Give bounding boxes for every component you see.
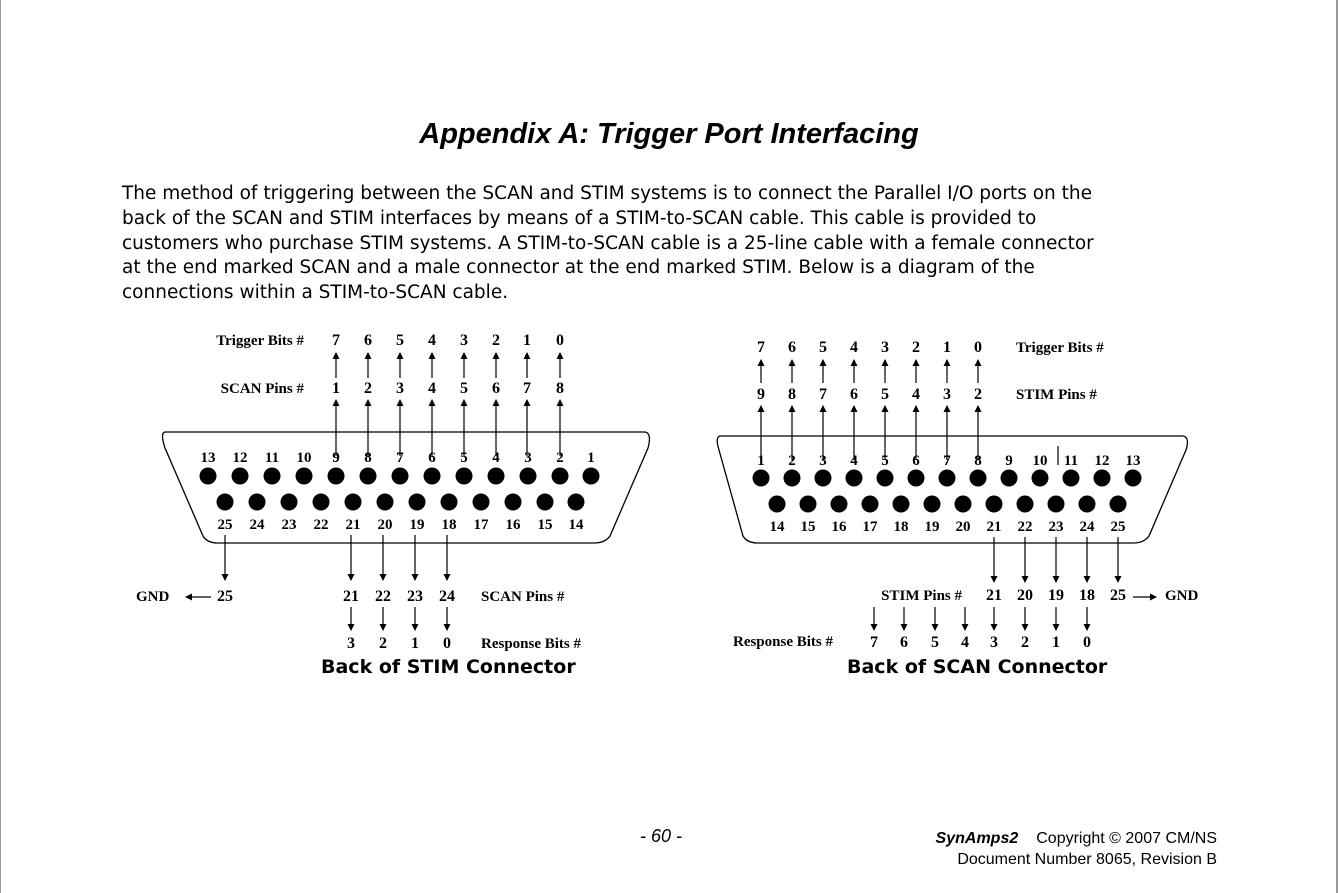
stim-bottom-pin-label: 14 [568,517,584,533]
scan-stim-pin-bottom: 25 [1110,587,1126,604]
stim-scan-pin-top: 3 [396,380,404,397]
stim-pin [217,494,234,511]
scan-trigger-bit: 0 [974,339,982,356]
stim-scan-pin-bottom: 23 [407,588,423,605]
stim-top-pin-label: 3 [524,450,532,466]
stim-pin [249,494,266,511]
stim-bottom-pin-label: 19 [409,517,425,533]
stim-pin [441,494,458,511]
scan-stim-pins-bottom-label: STIM Pins # [881,588,962,604]
stim-bottom-pin-label: 21 [345,517,361,533]
stim-trigger-label: Trigger Bits # [216,333,304,349]
stim-top-pin-label: 5 [460,450,468,466]
stim-top-pin-label: 2 [556,450,564,466]
stim-pin [281,494,298,511]
scan-response-bit: 7 [870,634,878,651]
stim-pin [568,494,585,511]
stim-trigger-bit: 1 [523,332,531,349]
scan-stim-pin-top: 4 [912,386,920,403]
scan-pin [1079,496,1096,513]
scan-caption: Back of SCAN Connector [847,656,1108,678]
scan-top-pin-label: 11 [1063,453,1079,469]
stim-scan-pin-top: 1 [332,380,340,397]
scan-stim-pin-top: 8 [788,386,796,403]
stim-bottom-pin-label: 24 [249,517,265,533]
scan-response-bit: 5 [931,634,939,651]
scan-trigger-label: Trigger Bits # [1016,340,1104,356]
document-number: Document Number 8065, Revision B [957,851,1217,868]
stim-pin [505,494,522,511]
stim-pin [360,468,377,485]
stim-pin [200,468,217,485]
scan-top-pin-label: 5 [881,453,889,469]
scan-pin [815,470,832,487]
scan-top-pin-label: 12 [1094,453,1110,469]
stim-top-pin-label: 12 [232,450,248,466]
scan-stim-pins-top-label: STIM Pins # [1016,387,1097,403]
stim-top-pin-label: 6 [428,450,436,466]
scan-pin [970,470,987,487]
stim-scan-pins-bottom-label: SCAN Pins # [481,589,565,605]
scan-top-pin-label: 2 [788,453,796,469]
stim-top-pin-label: 7 [396,450,404,466]
scan-top-pin-label: 10 [1032,453,1048,469]
page-title: Appendix A: Trigger Port Interfacing [419,118,919,150]
scan-trigger-bit: 7 [757,339,765,356]
scan-bottom-pin-label: 21 [986,519,1002,535]
stim-trigger-bit: 6 [364,332,372,349]
scan-top-pin-label: 1 [757,453,765,469]
scan-pin [1125,470,1142,487]
stim-top-pin-label: 11 [264,450,280,466]
scan-bottom-pin-label: 24 [1079,519,1095,535]
scan-bottom-pin-label: 25 [1110,519,1126,535]
scan-pin [1017,496,1034,513]
stim-scan-pin-top: 5 [460,380,468,397]
body-line: connections within a STIM-to-SCAN cable. [122,282,509,304]
scan-pin [862,496,879,513]
stim-gnd-label: GND [136,589,170,605]
scan-pin [846,470,863,487]
scan-pin [1094,470,1111,487]
scan-stim-pin-top: 5 [881,386,889,403]
stim-pin [296,468,313,485]
scan-bottom-pin-label: 22 [1017,519,1033,535]
stim-top-pin-label: 10 [296,450,312,466]
stim-pin [424,468,441,485]
scan-top-pin-label: 9 [1005,453,1013,469]
stim-pin [520,468,537,485]
stim-bottom-pin-label: 20 [377,517,393,533]
scan-response-bit: 1 [1052,634,1060,651]
scan-trigger-bit: 6 [788,339,796,356]
scan-response-bit: 3 [990,634,998,651]
scan-trigger-bit: 4 [850,339,858,356]
scan-stim-pin-top: 3 [943,386,951,403]
stim-scan-pin-top: 4 [428,380,436,397]
scan-pin [800,496,817,513]
scan-pin [877,470,894,487]
stim-bottom-pin-label: 17 [473,517,489,533]
stim-pin [488,468,505,485]
stim-top-pin-label: 13 [200,450,216,466]
scan-top-pin-label: 6 [912,453,920,469]
scan-bottom-pin-label: 15 [800,519,816,535]
stim-pin [473,494,490,511]
stim-bottom-pin-label: 15 [537,517,553,533]
scan-pin [924,496,941,513]
stim-bottom-pin-label: 23 [281,517,297,533]
scan-top-pin-label: 8 [974,453,982,469]
stim-scan-pin-top: 6 [492,380,500,397]
scan-trigger-bit: 5 [819,339,827,356]
stim-response-bit: 1 [411,635,419,652]
stim-bottom-pin-label: 22 [313,517,329,533]
stim-pin [232,468,249,485]
scan-bottom-pin-label: 14 [769,519,785,535]
stim-pin [583,468,600,485]
scan-response-bit: 6 [900,634,908,651]
stim-bottom-pin-label: 16 [505,517,521,533]
scan-pin [1063,470,1080,487]
scan-stim-pin-top: 6 [850,386,858,403]
body-line: The method of triggering between the SCAN and STIM systems is to connect the Parallel I/O ports on the [122,183,1092,204]
stim-pin [409,494,426,511]
product-name: SynAmps2 [935,830,1019,847]
stim-trigger-bit: 0 [556,332,564,349]
footer-info [936,828,1217,870]
scan-trigger-bit: 3 [881,339,889,356]
stim-caption: Back of STIM Connector [321,656,576,678]
page-number: - 60 - [640,826,683,846]
scan-pin [986,496,1003,513]
scan-stim-pin-top: 9 [757,386,765,403]
scan-top-pin-label: 13 [1125,453,1141,469]
stim-pin [377,494,394,511]
stim-top-pin-label: 4 [492,450,500,466]
scan-stim-pin-bottom: 20 [1017,587,1033,604]
body-line: customers who purchase STIM systems. A STIM-to-SCAN cable is a 25-line cable with a female connector [122,232,1094,254]
stim-bottom-pin-label: 18 [441,517,457,533]
scan-pin [831,496,848,513]
stim-trigger-bit: 2 [492,332,500,349]
scan-top-pin-label: 3 [819,453,827,469]
stim-response-bit: 3 [347,635,355,652]
scan-bottom-pin-label: 18 [893,519,909,535]
stim-pin [264,468,281,485]
stim-trigger-bit: 7 [332,332,340,349]
stim-pin [392,468,409,485]
scan-trigger-bit: 1 [943,339,951,356]
scan-trigger-bit: 2 [912,339,920,356]
scan-pin [1048,496,1065,513]
stim-trigger-bit: 3 [460,332,468,349]
scan-pin [784,470,801,487]
scan-diagram [733,339,1199,651]
scan-bottom-pin-label: 16 [831,519,847,535]
body-line: at the end marked SCAN and a male connector at the end marked STIM. Below is a diagram of the [122,257,1035,279]
stim-top-pin-label: 8 [364,450,372,466]
scan-stim-pin-bottom: 21 [986,587,1002,604]
stim-response-bit: 2 [379,635,387,652]
stim-pin [313,494,330,511]
copyright-text: Copyright © 2007 CM/NS [1036,830,1217,847]
scan-stim-pin-bottom: 19 [1048,587,1064,604]
scan-bottom-pin-label: 17 [862,519,878,535]
scan-pin [1032,470,1049,487]
scan-response-label: Response Bits # [732,634,833,650]
stim-gnd-pin: 25 [217,588,233,605]
scan-stim-pin-top: 2 [974,386,982,403]
stim-pin [537,494,554,511]
scan-response-bit: 4 [961,634,969,651]
scan-pin [769,496,786,513]
stim-trigger-bit: 4 [428,332,436,349]
stim-pin [328,468,345,485]
stim-trigger-bit: 5 [396,332,404,349]
stim-scan-pins-top-label: SCAN Pins # [220,381,304,397]
scan-response-bit: 0 [1083,634,1091,651]
scan-response-bit: 2 [1021,634,1029,651]
stim-pin [345,494,362,511]
scan-bottom-pin-label: 19 [924,519,940,535]
scan-top-pin-label: 4 [850,453,858,469]
stim-scan-pin-top: 7 [523,380,531,397]
scan-gnd-label: GND [1165,588,1199,604]
stim-scan-pin-top: 2 [364,380,372,397]
scan-stim-pin-top: 7 [819,386,827,403]
stim-pin [552,468,569,485]
scan-pin [1001,470,1018,487]
scan-bottom-pin-label: 20 [955,519,971,535]
scan-pin [955,496,972,513]
stim-scan-pin-top: 8 [556,380,564,397]
stim-top-pin-label: 9 [332,450,340,466]
body-line: back of the SCAN and STIM interfaces by means of a STIM-to-SCAN cable. This cable is provided to [122,207,1037,229]
stim-pin [456,468,473,485]
stim-bottom-pin-label: 25 [217,517,233,533]
stim-scan-pin-bottom: 24 [439,588,455,605]
scan-pin [893,496,910,513]
scan-bottom-pin-label: 23 [1048,519,1064,535]
scan-pin [1110,496,1127,513]
scan-pin [939,470,956,487]
scan-top-pin-label: 7 [943,453,951,469]
scan-stim-pin-bottom: 18 [1079,587,1095,604]
stim-response-bit: 0 [443,635,451,652]
scan-pin [908,470,925,487]
stim-diagram [136,332,600,652]
stim-top-pin-label: 1 [587,450,595,466]
stim-scan-pin-bottom: 21 [343,588,359,605]
stim-response-label: Response Bits # [481,636,582,652]
stim-scan-pin-bottom: 22 [375,588,391,605]
scan-pin [753,470,770,487]
